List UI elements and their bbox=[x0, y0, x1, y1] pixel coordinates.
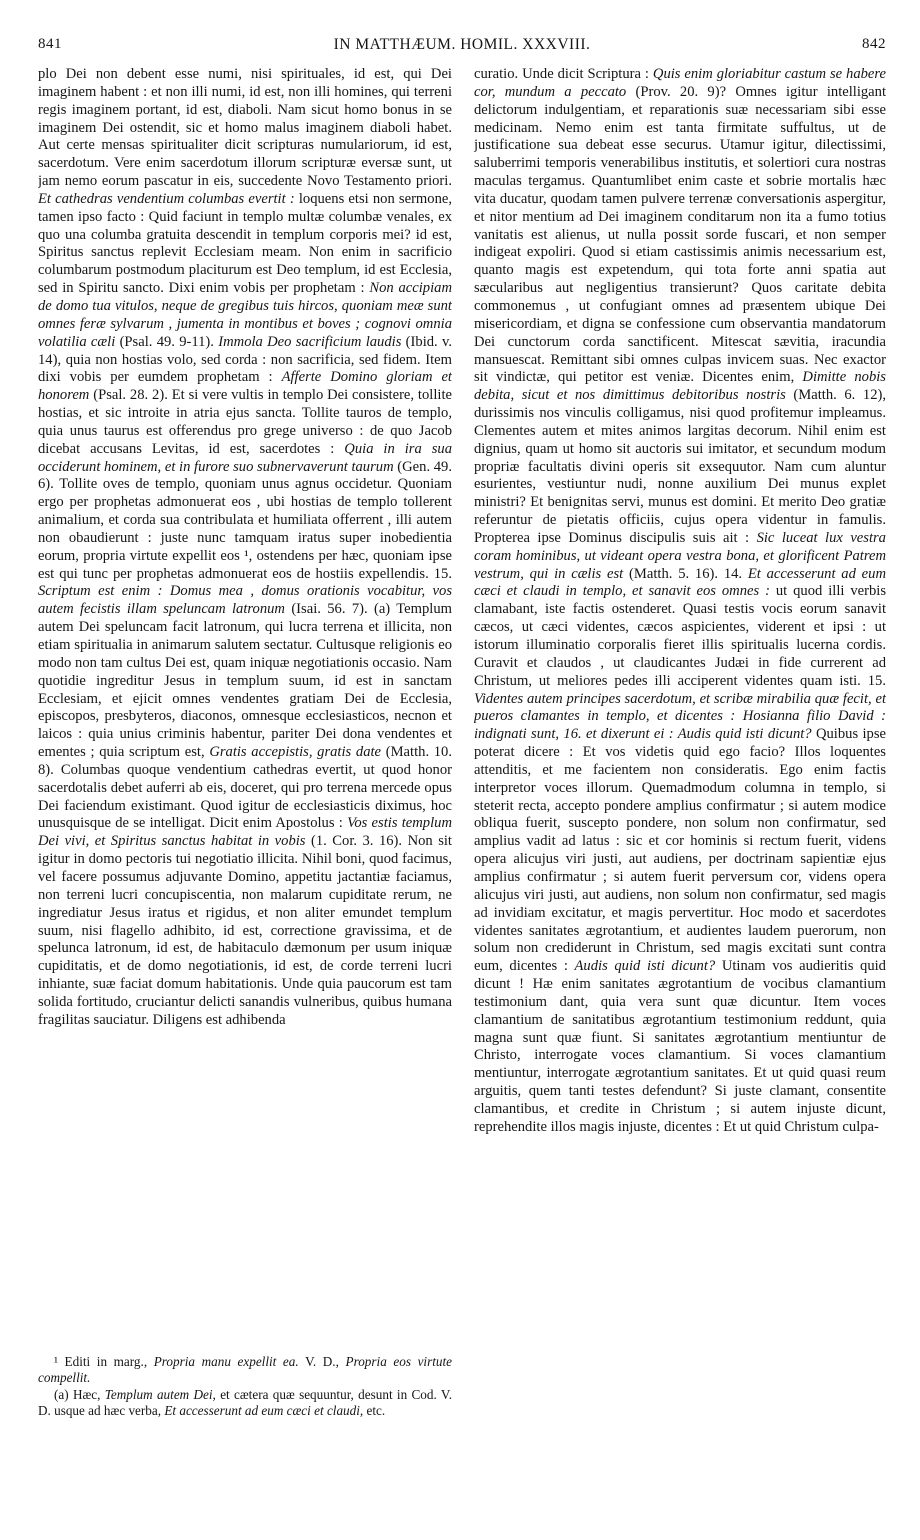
text-run: Columbas quoque vendentium cathedras evertit, ut quod honor sacerdotalis debet auferri ab eis, doceret, qui pro terrena mercede opus Dei faciendum existimant. Quod igitur de ecclesiasticis diximus, hoc unusquisque de se intelligat. Dicit enim Apostolus : bbox=[38, 761, 452, 832]
scripture-quote: Et cathedras vendentium columbas evertit : bbox=[38, 190, 295, 207]
left-column bbox=[38, 66, 452, 1348]
footnote-text: etc. bbox=[366, 1403, 386, 1418]
footnote-text: et cætera quæ sequuntur, desunt in Cod. V. D. usque ad hæc verba, bbox=[38, 1387, 452, 1418]
text-run: loquens etsi non sermone, tamen ipso facto : Quid faciunt in templo multæ columbæ venales, ex quo una columba gratuita descendit in templum corporis mei? id est, Spiritus sanctus replevit Ecclesiam meam. Non enim in sacrificio columbarum postmodum placiturum est Deo templum, id est Ecclesia, sed in Spiritu sancto. Dixi enim vobis per prophetam : bbox=[38, 190, 452, 297]
footnote-marker-text: (a) Hæc, bbox=[54, 1387, 101, 1402]
footnote-a bbox=[38, 1387, 452, 1419]
text-run: Tollite oves de templo, quoniam unus agnus occidetur. Quoniam ergo per prophetas admonuerat eos , ubi hostias de templo tollerent animalium, et corda sua contribulata et humiliata offerrent , illi autem non obaudierunt : juste nunc tamquam iratus super inobedientia eorum, propria virtute expellit eos ¹, ostendens per hæc, quoniam ipse est qui tunc per prophetas admonuerat eos de hostiis expellendis. 15. bbox=[38, 476, 452, 582]
footnote-marker-text: ¹ Editi in marg., bbox=[54, 1354, 148, 1369]
text-run: durissimis nos vinculis colligamus, nisi quod profitemur impleamus. Clementes autem et mites animos largitas decorum. Nihil enim est dignius, quam ut homo sit auctoris sui imitator, et secundum modum propriæ facultatis divini operis sit exsequutor. Nam cum aluntur esurientes, vestiuntur nudi, nonne auxilium Dei munus explet ministri? Et benignitas servi, munus est domini. Et merito Deo gratiæ referuntur de pietatis officiis, cujus opera videntur in famulis. Propterea ipse Dominus discipulis suis ait : bbox=[474, 405, 886, 546]
scripture-quote: Sic luceat lux vestra coram hominibus, ut videant opera vestra bona, et glorificent Patrem vestrum, qui in cælis est bbox=[474, 529, 886, 582]
text-run: Utinam vos audieritis quid dicunt ! Hæ enim sanitates ægrotantium de vocibus clamantium testimonium dant, quia vera sunt quæ dicuntur. Item voces clamantium de sanitatibus ægrotantium testimonium reddunt, quia magna sunt quæ fiunt. Si sanitates ægrotantium mentiuntur de Christo, interrogate voces clamantium. Si voces clamantium mentiuntur, interrogate ægrotantium sanitates. Et ut quid quasi reum arguitis, quem tanti testes defendunt? Si juste clamant, consentite clamantibus, et credite in Christum ; si autem injuste dicunt, reprehendite illos magis injuste, dicentes : Et ut quid Christum culpa- bbox=[474, 958, 886, 1135]
page-number-left: 841 bbox=[38, 36, 62, 52]
scripture-quote: Immola Deo sacrificium laudis bbox=[218, 333, 402, 350]
scripture-quote: Videntes autem principes sacerdotum, et scribæ mirabilia quæ fecit, et pueros clamantes in templo, et dicentes : Hosianna filio David : indignati sunt, 16. et dixerunt ei : Audis quid isti dicunt? bbox=[474, 690, 886, 743]
text-run: Et si vere vultis in templo Dei consistere, tollite hostias, et sic introite in atria ejus sancta. Tollite tauros de templo, quia unus taurus est offerendus pro grege universo : de quo Jacob dicebat accusans Levitas, id est, sacerdotes : bbox=[38, 387, 452, 457]
running-title: IN MATTHÆUM. HOMIL. XXXVIII. bbox=[333, 36, 591, 53]
scripture-reference: (Isai. 56. 7). (a) bbox=[291, 601, 391, 618]
right-column bbox=[474, 66, 886, 1448]
left-column-text bbox=[38, 66, 452, 1030]
text-run: plo Dei non debent esse numi, nisi spirituales, id est, qui Dei imaginem habent : et non illi numi, id est, non illi homines, qui terreni regis imaginem portant, id est, diaboli. Nam sicut homo bonus in se imaginem Dei ostendit, sic et homo malus imaginem diaboli habet. Aut certe mensas spiritualiter dicit scripturas numulariorum, id est, sacerdotum. Vere enim sacerdotum illorum scripturæ eversæ sunt, ut jam nemo eorum pascatur in eis, succedente Novo Testamento priori. bbox=[38, 66, 452, 190]
scripture-reference: (1. Cor. 3. 16). bbox=[310, 833, 403, 850]
text-run: curatio. Unde dicit Scriptura : bbox=[474, 66, 649, 82]
scripture-quote: Et accesserunt ad eum cæci et claudi in templo, et sanavit eos omnes : bbox=[474, 565, 886, 600]
scripture-quote: Audis quid isti dicunt? bbox=[574, 958, 716, 975]
text-run: Templum autem Dei speluncam facit latronum, qui lucra terrena et illicita, non etiam spiritualia in animarum salutem sectatur. Cultusque religionis eo modo non tam cultus Dei est, quam iniquæ negotiationis occasio. Nam quotidie ingreditur Jesus in templum suum, id est in sanctam Ecclesiam, et ejicit omnes vendentes gratiam Dei de Ecclesia, episcopos, presbyteros, diaconos, omnesque ecclesiasticos, necnon et laicos : quia unius criminis habentur, pariter Dei dona vendentes et ementes ; quia scriptum est, bbox=[38, 601, 452, 761]
manuscript-siglum: V. D., bbox=[305, 1354, 339, 1369]
running-header bbox=[38, 36, 886, 60]
scripture-reference: (Psal. 28. 2). bbox=[93, 387, 168, 404]
right-column-text bbox=[474, 66, 886, 1137]
scripture-quote: Scriptum est enim : Domus mea , domus orationis vocabitur, vos autem fecistis illam speluncam latronum bbox=[38, 583, 452, 618]
variant-reading: Propria manu expellit ea. bbox=[153, 1354, 299, 1369]
scripture-reference: (Psal. 49. 9-11). bbox=[119, 333, 214, 350]
page-number-right: 842 bbox=[862, 36, 886, 52]
footnotes bbox=[38, 1354, 452, 1420]
text-run: ut quod illi verbis clamabant, iste factis ostenderet. Quasi testis vocis eorum sanavit cæcos, ut cæci videntes, cæcos aspicientes, viderent et ipsi : ut istorum illuminatio corporalis fieret illis spiritualis lucerna cordis. Curavit et claudos , ut claudicantes Judæi in fide currerent ad Christum, ut meliores pedes illi acciperent videntes quam isti. 15. bbox=[474, 583, 886, 689]
scripture-quote: Quia in ira sua occiderunt hominem, et in furore suo subnervaverunt taurum bbox=[38, 440, 452, 475]
scripture-reference: (Matth. 10. 8). bbox=[38, 744, 452, 778]
scripture-quote: Gratis accepistis, gratis date bbox=[209, 744, 382, 761]
scripture-quote: Non accipiam de domo tua vitulos, neque de gregibus tuis hircos, quoniam meæ sunt omnes feræ sylvarum , jumenta in montibus et boves ; cognovi omnia volatilia cæli bbox=[38, 280, 452, 350]
variant-reading: Templum autem Dei, bbox=[104, 1387, 216, 1402]
text-run: Non sit igitur in domo pectoris tui negotiatio illicita. Nihil boni, quod facimus, vel facere possumus adjuvante Domino, appetitu jactantiæ faciamus, non terreni lucri concupiscentia, non malarum cupiditate rerum, ne ingrediatur Jesus iratus et rigidus, et non aliter emundet templum suum, nisi flagello adhibito, id est, correctione gravissima, et de spelunca latronum, id est, de habitaculo dæmonum per usum iniquæ cupiditatis, et de domo negotiationis, id est, de corde terreni lucri inhiante, suæ faciat domum habitationis. Unde quia paucorum est tam solida fortitudo, cruciantur delicti sanandis vulneribus, quibus humana fragilitas sauciatur. Diligens est adhibenda bbox=[38, 833, 452, 1028]
scripture-quote: Afferte Domino gloriam et honorem bbox=[38, 369, 452, 404]
scripture-reference: (Matth. 5. 16). 14. bbox=[629, 565, 743, 582]
text-run: quia non hostias volo, sed corda : non sacrificia, sed fidem. Item dixi vobis per eumdem prophetam : bbox=[38, 351, 452, 386]
scripture-reference: (Matth. 6. 12), bbox=[793, 387, 886, 404]
text-run: Omnes igitur intelligant delictorum indulgentiam, et reparationis suæ necessariam sibi esse medicinam. Nemo enim est tanta firmitate suffultus, ut de justificatione sua debeat esse securus. Utamur igitur, dilectissimi, saluberrimi temporis venerabilibus institutis, et solertiori cura nostras maculas tergamus. Quantumlibet enim caste et sobrie mortalis hæc vita ducatur, quodam tamen pulvere terrenæ conversationis aspergitur, et nitor mentium ad Dei imaginem conditarum non ita a fumo totius vanitatis est alienus, ut nulla possit sorde fuscari, et non semper indigeat expoliri. Quod si etiam castissimis animis necessarium est, quanto magis est expetendum, qui tota forte anni spatia aut sæcularibus aut negligentius transierunt? Quos caritate debita commonemus , ut confugiant omnes ad præsentem ubique Dei misericordiam, et digna se confessione cum observantia mandatorum Dei cunctorum corda sanctificent. Mitescat sævitia, iracundia mansuescat. Remittant sibi omnes culpas invicem suas. Nec exactor sit vindictæ, qui petitor est veniæ. Dicentes enim, bbox=[474, 83, 886, 386]
scripture-reference: (Ibid. v. 14), bbox=[38, 333, 452, 368]
footnote-1 bbox=[38, 1354, 452, 1386]
variant-reading: Propria eos virtute compellit. bbox=[38, 1354, 453, 1385]
scripture-quote: Dimitte nobis debita, sicut et nos dimittimus debitoribus nostris bbox=[474, 369, 886, 404]
scripture-quote: Quis enim gloriabitur castum se habere cor, mundum a peccato bbox=[474, 66, 886, 100]
scripture-reference: (Prov. 20. 9)? bbox=[635, 83, 727, 100]
text-run: Quibus ipse poterat dicere : Et vos videtis quid ego facio? Illos loquentes attenditis, et me facientem non consideratis. Ego enim factis interpretor voces illorum. Quemadmodum columna in templo, si steterit recta, accepto pondere amplius confirmatur ; si autem modice obliqua fuerit, suscepto pondere, non solum non confirmatur, sed amplius vadit ad latus : sic et cor hominis si rectum fuerit, videns opera alicujus viri justi, aut audiens, per doctrinam sapientiæ ejus amplius confirmatur ; si autem fuerit perversum cor, videns opera alicujus viri justi, aut audiens, non solum non confirmatur, sed magis ad invidiam excitatur, et magis pervertitur. Hoc modo et sacerdotes videntes sanitates ægrotantium, et audientes laudem puerorum, non solum non crediderunt in Christum, sed magis excitati sunt contra eum, dicentes : bbox=[474, 726, 886, 975]
scripture-reference: (Gen. 49. 6). bbox=[38, 458, 452, 493]
variant-reading: Et accesserunt ad eum cæci et claudi, bbox=[164, 1403, 364, 1418]
scripture-quote: Vos estis templum Dei vivi, et Spiritus sanctus habitat in vobis bbox=[38, 815, 452, 850]
